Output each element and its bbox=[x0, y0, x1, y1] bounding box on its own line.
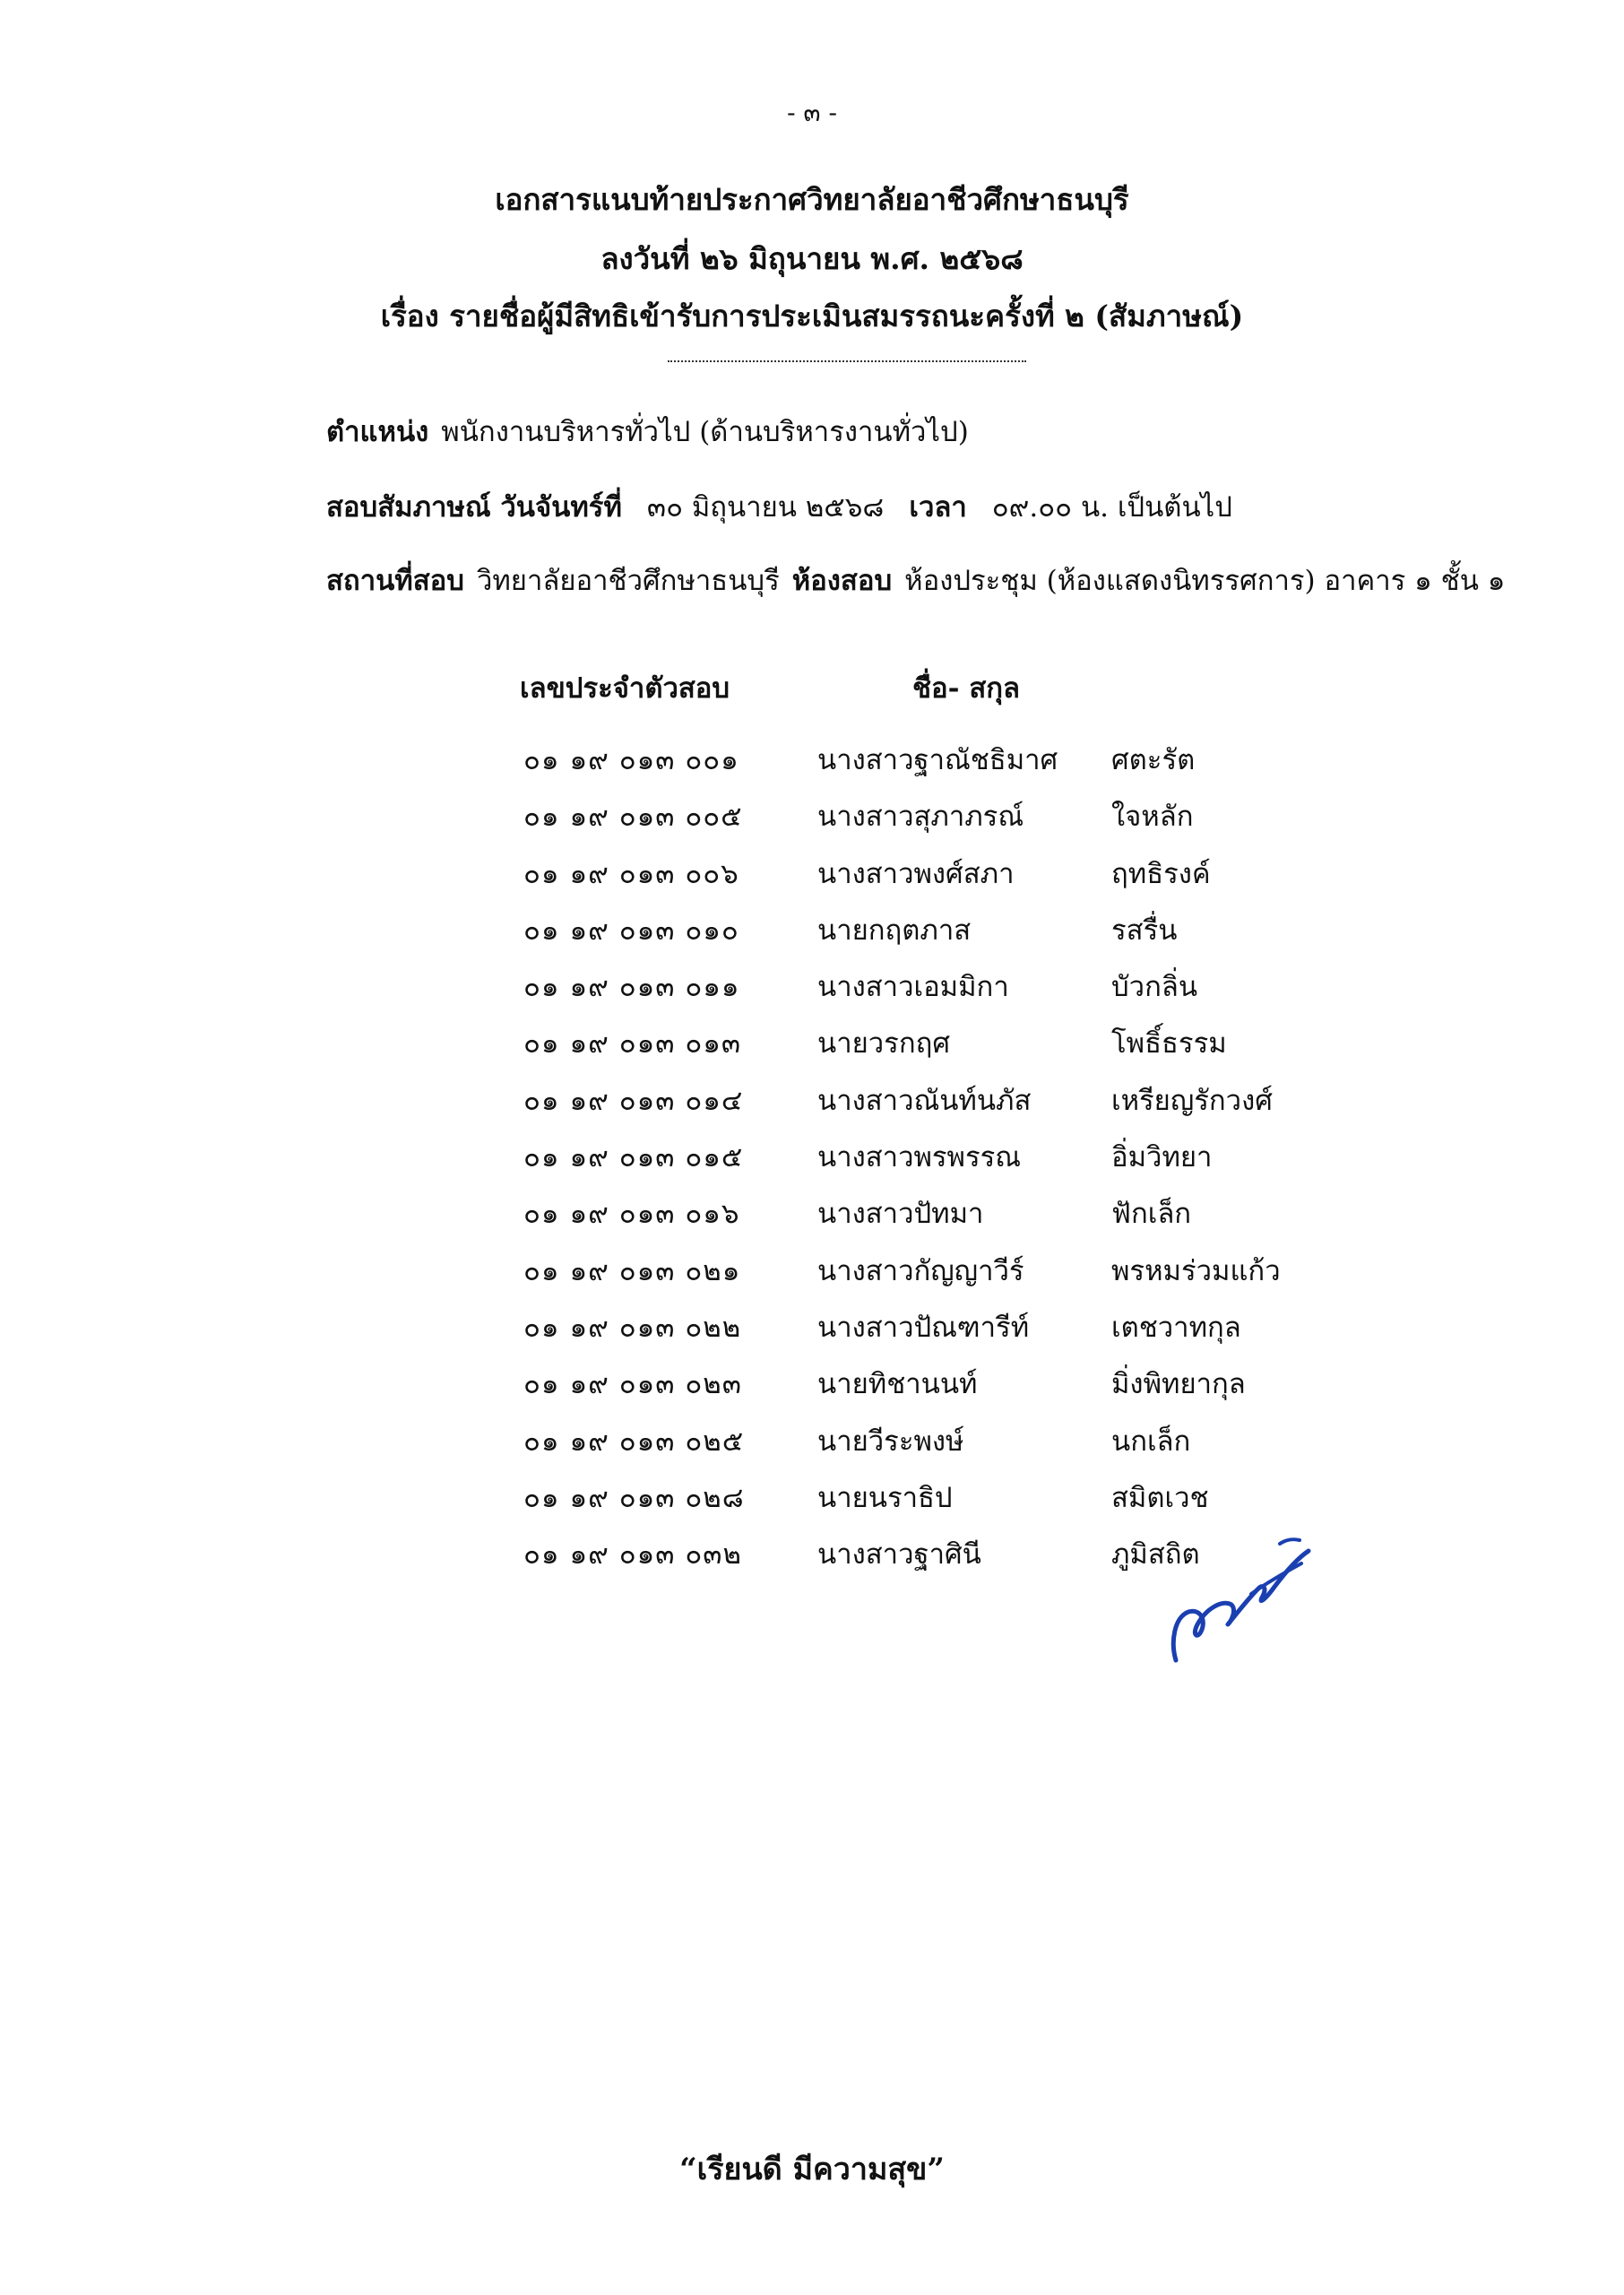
candidate-last-name: ใจหลัก bbox=[1111, 801, 1194, 834]
position-label: ตำแหน่ง bbox=[326, 416, 429, 448]
room-label: ห้องสอบ bbox=[791, 565, 893, 597]
candidate-first-name: นางสาวพรพรรณ bbox=[817, 1141, 1022, 1174]
candidate-last-name: มิ่งพิทยากุล bbox=[1111, 1368, 1246, 1401]
candidate-first-name: นางสาวกัญญาวีร์ bbox=[817, 1254, 1024, 1287]
candidate-row bbox=[0, 1248, 1624, 1304]
handwritten-signature bbox=[1165, 1535, 1317, 1669]
candidate-row bbox=[0, 964, 1624, 1020]
candidate-first-name: นายวีระพงษ์ bbox=[817, 1425, 964, 1458]
candidate-first-name: นางสาวฐาศินี bbox=[817, 1538, 981, 1572]
column-header-id: เลขประจำตัวสอบ bbox=[520, 672, 730, 705]
document-date: ลงวันที่ ๒๖ มิถุนายน พ.ศ. ๒๕๖๘ bbox=[600, 241, 1024, 276]
interview-time-value: ๐๙.๐๐ น. เป็นต้นไป bbox=[991, 491, 1232, 524]
candidate-last-name: ภูมิสถิต bbox=[1111, 1538, 1200, 1572]
interview-time-label: เวลา bbox=[909, 491, 967, 524]
candidate-last-name: สมิตเวช bbox=[1111, 1481, 1209, 1514]
candidate-id: ๐๑ ๑๙ ๐๑๓ ๐๑๖ bbox=[523, 1198, 740, 1231]
position-value: พนักงานบริหารทั่วไป (ด้านบริหารงานทั่วไป) bbox=[441, 416, 969, 448]
candidate-row bbox=[0, 737, 1624, 793]
candidate-last-name: เตชวาทกุล bbox=[1111, 1311, 1241, 1344]
candidate-id: ๐๑ ๑๙ ๐๑๓ ๐๑๕ bbox=[523, 1141, 744, 1174]
candidate-first-name: นางสาวพงศ์สภา bbox=[817, 857, 1015, 890]
signature-flourish bbox=[1251, 1563, 1301, 1594]
document-subject: เรื่อง รายชื่อผู้มีสิทธิเข้ารับการประเมินสมรรถนะครั้งที่ ๒ (สัมภาษณ์) bbox=[380, 299, 1244, 333]
candidate-first-name: นางสาวสุภาภรณ์ bbox=[817, 801, 1024, 834]
dotted-divider bbox=[668, 360, 1026, 362]
candidate-id: ๐๑ ๑๙ ๐๑๓ ๐๑๓ bbox=[523, 1027, 742, 1061]
document-title: เอกสารแนบท้ายประกาศวิทยาลัยอาชีวศึกษาธนบุรี bbox=[495, 182, 1129, 217]
position-line bbox=[326, 409, 969, 454]
candidate-last-name: อิ่มวิทยา bbox=[1111, 1141, 1213, 1174]
candidate-first-name: นางสาวณันท์นภัส bbox=[817, 1084, 1032, 1117]
candidate-id: ๐๑ ๑๙ ๐๑๓ ๐๐๖ bbox=[523, 857, 739, 890]
candidate-first-name: นายนราธิป bbox=[817, 1481, 953, 1514]
candidate-list bbox=[0, 737, 1624, 1588]
candidate-first-name: นางสาวเอมมิกา bbox=[817, 971, 1009, 1004]
candidate-id: ๐๑ ๑๙ ๐๑๓ ๐๒๒ bbox=[523, 1311, 742, 1344]
candidate-id: ๐๑ ๑๙ ๐๑๓ ๐๐๕ bbox=[523, 801, 743, 834]
candidate-id: ๐๑ ๑๙ ๐๑๓ ๐๒๓ bbox=[523, 1368, 742, 1401]
candidate-last-name: นกเล็ก bbox=[1111, 1425, 1191, 1458]
candidate-id: ๐๑ ๑๙ ๐๑๓ ๐๑๑ bbox=[523, 971, 740, 1004]
candidate-id: ๐๑ ๑๙ ๐๑๓ ๐๑๐ bbox=[523, 914, 739, 947]
candidate-first-name: นายวรกฤศ bbox=[817, 1027, 951, 1061]
candidate-row bbox=[0, 1304, 1624, 1361]
venue-label: สถานที่สอบ bbox=[326, 565, 464, 597]
candidate-last-name: โพธิ์ธรรม bbox=[1111, 1027, 1227, 1061]
candidate-id: ๐๑ ๑๙ ๐๑๓ ๐๓๒ bbox=[523, 1538, 742, 1572]
candidate-row bbox=[0, 851, 1624, 907]
candidate-first-name: นายทิชานนท์ bbox=[817, 1368, 978, 1401]
candidate-first-name: นายกฤตภาส bbox=[817, 914, 972, 947]
candidate-last-name: ฟักเล็ก bbox=[1111, 1198, 1192, 1231]
column-header-name: ชื่อ- สกุล bbox=[912, 672, 1021, 705]
candidate-row bbox=[0, 1020, 1624, 1077]
candidate-last-name: เหรียญรักวงศ์ bbox=[1111, 1084, 1273, 1117]
candidate-row bbox=[0, 1531, 1624, 1588]
candidate-last-name: ฤทธิรงค์ bbox=[1111, 857, 1211, 890]
signature-accent bbox=[1280, 1539, 1300, 1544]
school-motto: “เรียนดี มีความสุข” bbox=[679, 2152, 945, 2187]
candidate-first-name: นางสาวปัทมา bbox=[817, 1198, 984, 1231]
candidate-first-name: นางสาวฐาณัชธิมาศ bbox=[817, 744, 1058, 776]
candidate-id: ๐๑ ๑๙ ๐๑๓ ๐๒๑ bbox=[523, 1254, 741, 1287]
candidate-row bbox=[0, 1134, 1624, 1191]
candidate-row bbox=[0, 907, 1624, 964]
candidate-row bbox=[0, 1078, 1624, 1134]
candidate-id: ๐๑ ๑๙ ๐๑๓ ๐๑๔ bbox=[523, 1084, 744, 1117]
candidate-row bbox=[0, 793, 1624, 850]
interview-date: ๓๐ มิถุนายน ๒๕๖๘ bbox=[646, 491, 885, 524]
room-value: ห้องประชุม (ห้องแสดงนิทรรศการ) อาคาร ๑ ชั้น ๑ bbox=[904, 565, 1506, 597]
candidate-row bbox=[0, 1475, 1624, 1531]
candidate-row bbox=[0, 1191, 1624, 1247]
interview-line bbox=[326, 484, 1232, 529]
venue-line bbox=[326, 558, 1505, 602]
candidate-last-name: รสรื่น bbox=[1111, 914, 1178, 947]
candidate-row bbox=[0, 1361, 1624, 1417]
candidate-last-name: พรหมร่วมแก้ว bbox=[1111, 1254, 1281, 1287]
candidate-id: ๐๑ ๑๙ ๐๑๓ ๐๒๘ bbox=[523, 1481, 745, 1514]
candidate-last-name: ศตะรัต bbox=[1111, 744, 1196, 776]
candidate-last-name: บัวกลิ่น bbox=[1111, 971, 1198, 1004]
candidate-row bbox=[0, 1418, 1624, 1475]
signature-stroke bbox=[1173, 1551, 1309, 1660]
candidate-id: ๐๑ ๑๙ ๐๑๓ ๐๐๑ bbox=[523, 744, 739, 776]
venue-value: วิทยาลัยอาชีวศึกษาธนบุรี bbox=[476, 565, 780, 597]
candidate-id: ๐๑ ๑๙ ๐๑๓ ๐๒๕ bbox=[523, 1425, 745, 1458]
interview-label: สอบสัมภาษณ์ วันจันทร์ที่ bbox=[326, 491, 622, 524]
page-number: - ๓ - bbox=[787, 98, 837, 127]
candidate-first-name: นางสาวปัณฑารีท์ bbox=[817, 1311, 1030, 1344]
